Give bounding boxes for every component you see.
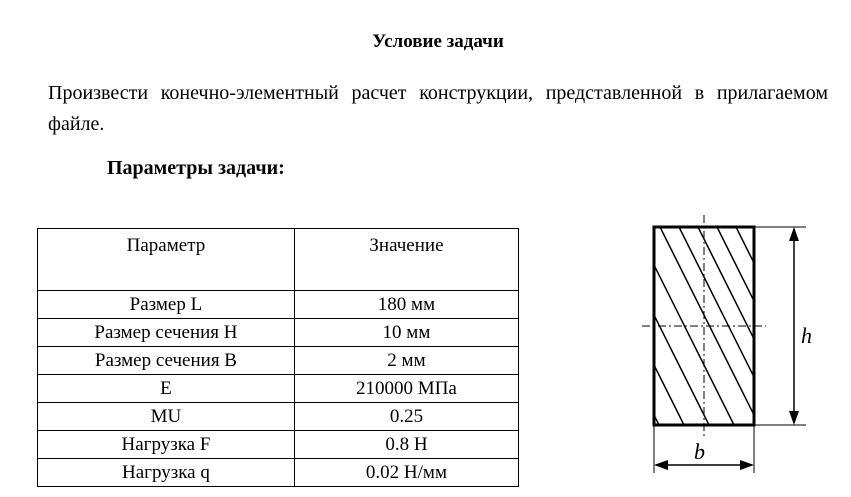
table-row: [38, 347, 519, 375]
arrow-right-icon: [740, 460, 754, 470]
param-name: Нагрузка F: [38, 431, 295, 459]
height-label: h: [801, 323, 812, 348]
header-param: Параметр: [38, 229, 295, 291]
arrow-up-icon: [789, 227, 799, 241]
param-name: Размер сечения H: [38, 319, 295, 347]
params-heading: Параметры задачи:: [107, 157, 285, 179]
width-label: b: [694, 439, 705, 464]
table-header-row: [38, 229, 519, 291]
table-row: [38, 291, 519, 319]
task-description: Произвести конечно-элементный расчет конструкции, представленной в прилагаемом файле.: [48, 82, 828, 135]
hatch-pattern: [630, 205, 830, 480]
param-value: 180 мм: [294, 291, 518, 319]
cross-section-diagram: [630, 205, 830, 480]
param-name: Размер сечения B: [38, 347, 295, 375]
page-title: Условие задачи: [372, 31, 504, 52]
table-row: [38, 319, 519, 347]
param-value: 0.25: [294, 403, 518, 431]
param-value: 2 мм: [294, 347, 518, 375]
table-row: [38, 431, 519, 459]
table-row: [38, 375, 519, 403]
table-row: [38, 459, 519, 487]
param-name: E: [38, 375, 295, 403]
params-table: [37, 228, 519, 487]
param-value: 0.02 Н/мм: [294, 459, 518, 487]
header-value: Значение: [294, 229, 518, 291]
table-row: [38, 403, 519, 431]
param-name: Размер L: [38, 291, 295, 319]
param-name: MU: [38, 403, 295, 431]
param-value: 10 мм: [294, 319, 518, 347]
param-value: 210000 МПа: [294, 375, 518, 403]
arrow-down-icon: [789, 411, 799, 425]
arrow-left-icon: [654, 460, 668, 470]
param-value: 0.8 Н: [294, 431, 518, 459]
param-name: Нагрузка q: [38, 459, 295, 487]
